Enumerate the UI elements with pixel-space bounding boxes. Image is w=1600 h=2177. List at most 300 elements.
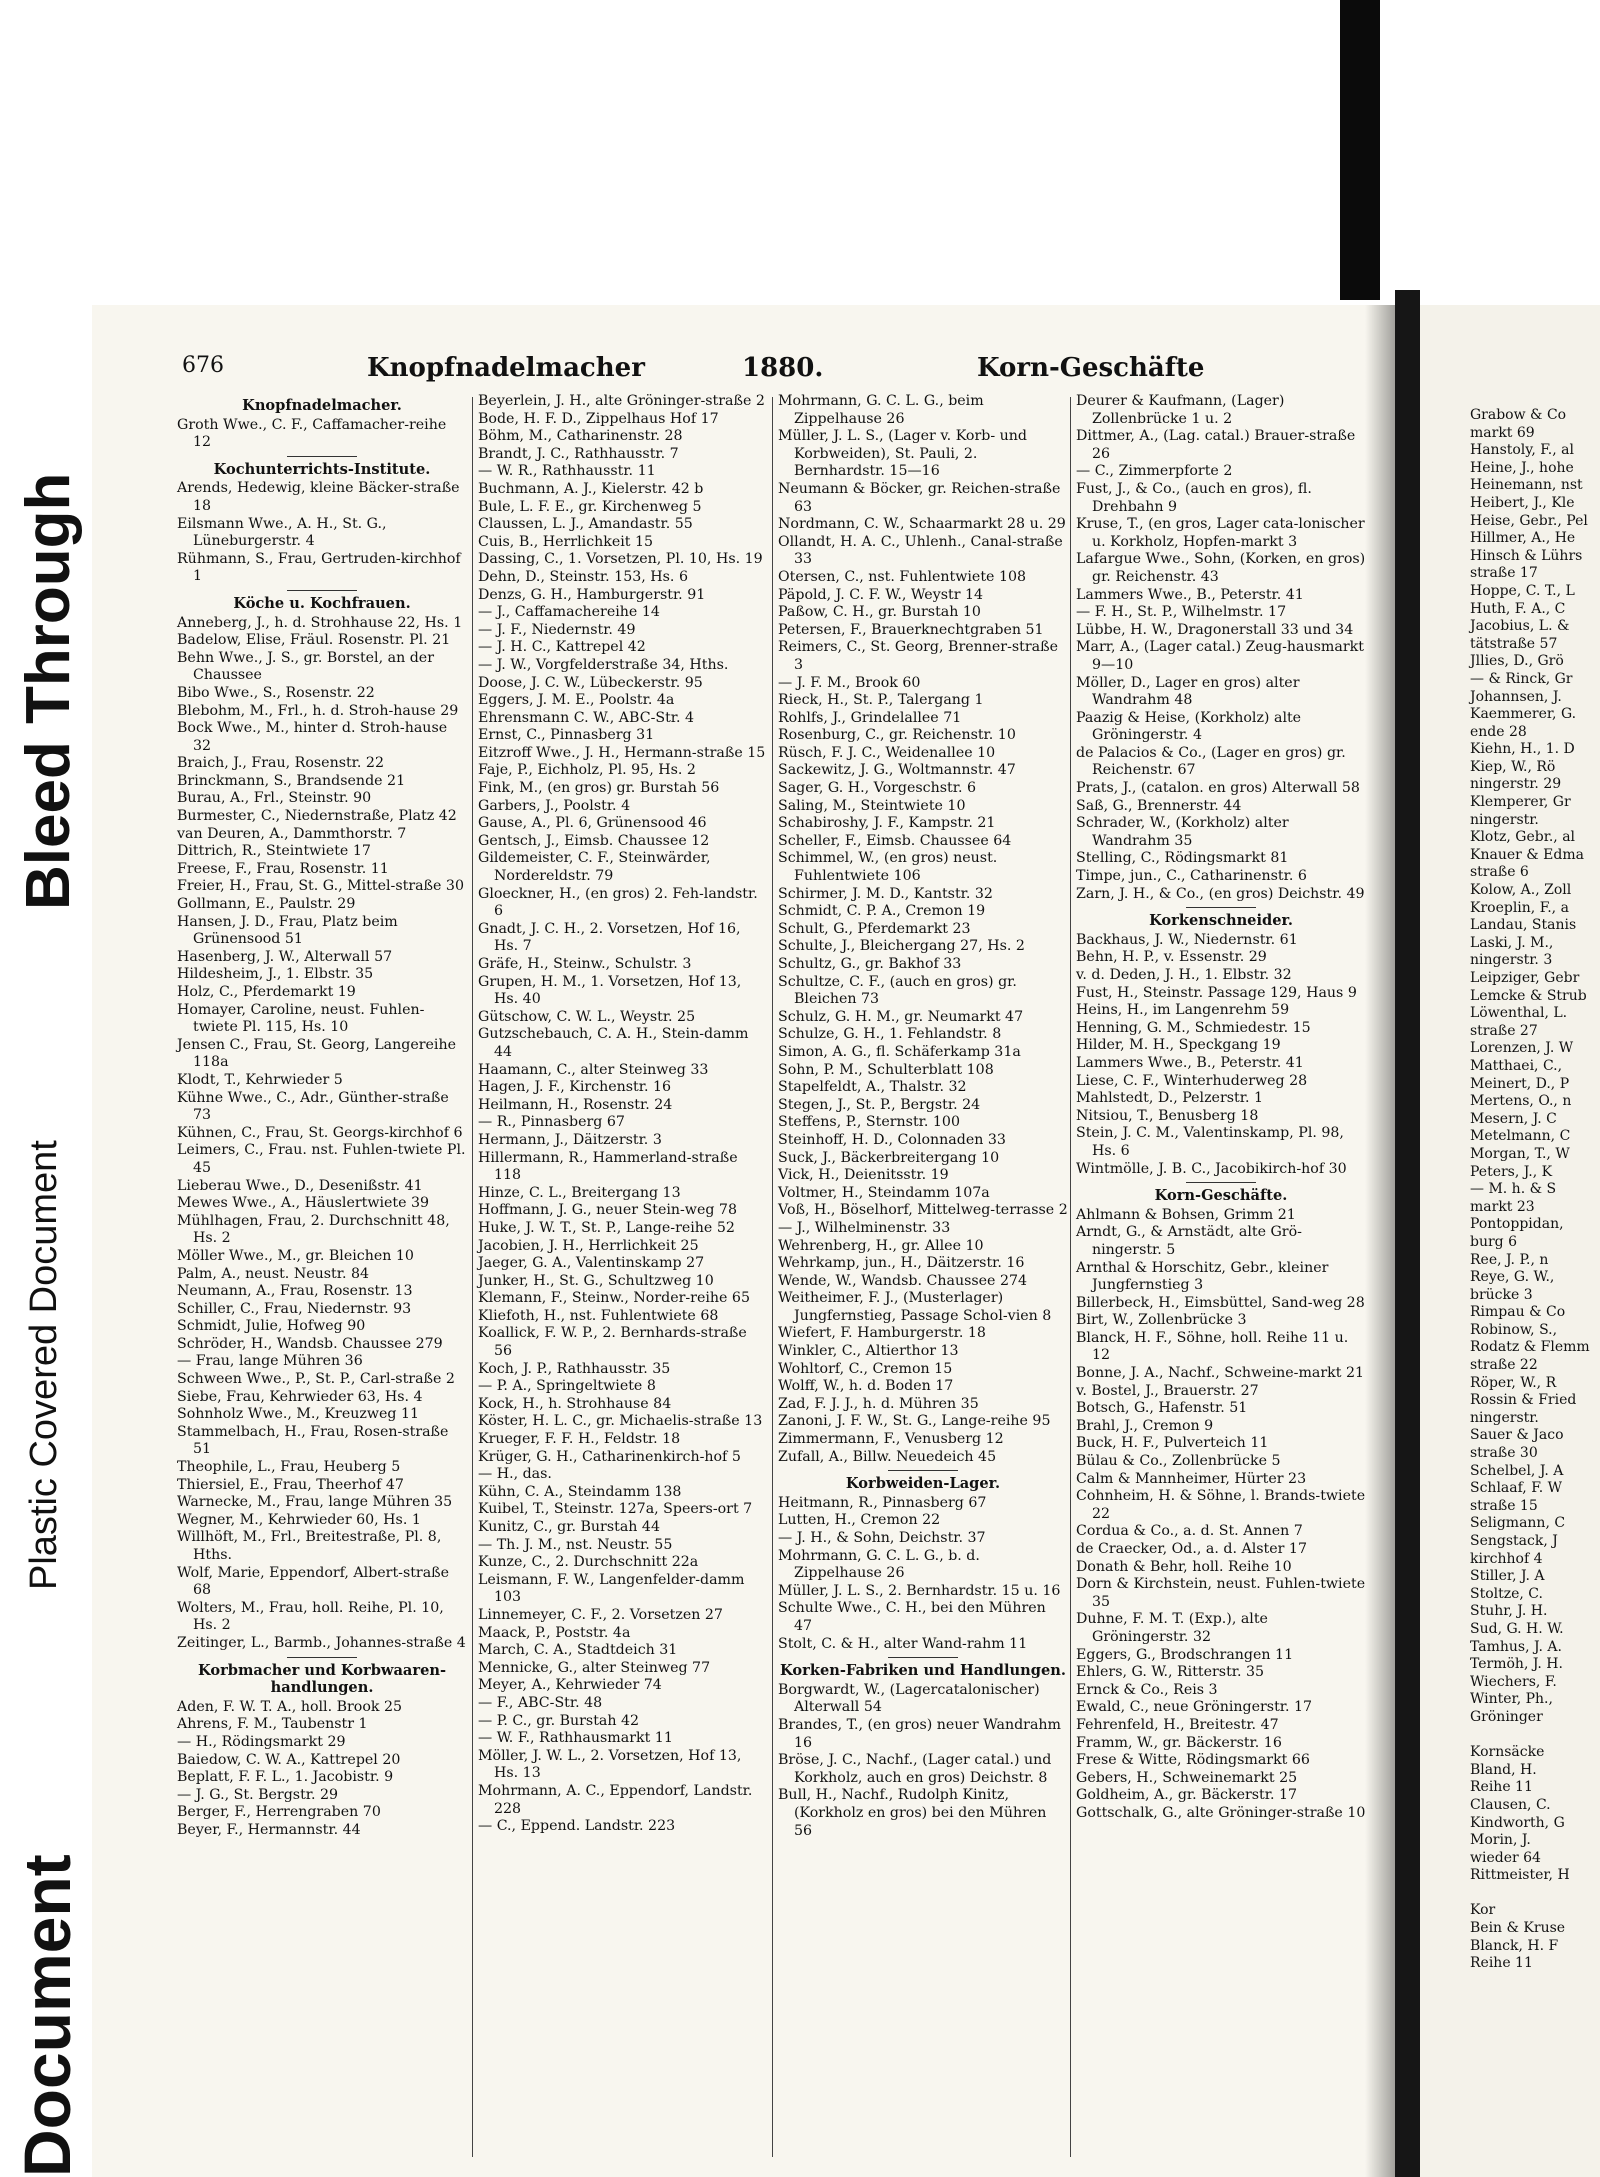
facing-page-line: Mesern, J. C — [1470, 1110, 1557, 1127]
directory-entry: Wende, W., Wandsb. Chaussee 274 — [778, 1272, 1028, 1289]
directory-entry: — J., Caffamachereihe 14 — [478, 604, 660, 621]
directory-entry: Hillermann, R., Hammerland-straße 118 — [478, 1149, 738, 1184]
directory-entry: Gütschow, C. W. L., Weystr. 25 — [478, 1008, 696, 1025]
directory-entry: Gildemeister, C. F., Steinwärder, Nordereldstr. 79 — [478, 850, 711, 885]
directory-entry: — J., Wilhelminenstr. 33 — [778, 1219, 951, 1236]
directory-entry: — J. G., St. Bergstr. 29 — [177, 1786, 339, 1803]
directory-entry: Zad, F. J. J., h. d. Mühren 35 — [778, 1395, 979, 1412]
facing-page-line: Tamhus, J. A. — [1470, 1638, 1562, 1655]
directory-entry: Schultze, C. F., (auch en gros) gr. Bleichen 73 — [778, 973, 1017, 1008]
section-heading: Knopfnadelmacher. — [242, 397, 402, 414]
directory-entry: Freese, F., Frau, Rosenstr. 11 — [177, 860, 389, 877]
directory-entry: Rohlfs, J., Grindelallee 71 — [778, 709, 962, 726]
facing-page-line: Kroeplin, F., a — [1470, 899, 1569, 916]
directory-entry: Sager, G. H., Vorgeschstr. 6 — [778, 780, 977, 797]
directory-entry: Gloeckner, H., (en gros) 2. Feh-landstr. 6 — [478, 885, 758, 920]
directory-entry: Freier, H., Frau, St. G., Mittel-straße 30 — [177, 878, 464, 895]
directory-entry: Huke, J. W. T., St. P., Lange-reihe 52 — [478, 1219, 735, 1236]
directory-entry: Stelling, C., Rödingsmarkt 81 — [1076, 850, 1289, 867]
facing-page-line: Morin, J. — [1470, 1832, 1531, 1849]
directory-entry: Paßow, C. H., gr. Burstah 10 — [778, 604, 981, 621]
directory-entry: Brandt, J. C., Rathhausstr. 7 — [478, 445, 679, 462]
facing-page-line: Rossin & Fried — [1470, 1392, 1577, 1409]
directory-column-3 — [778, 393, 1068, 1840]
facing-page-line: Meinert, D., P — [1470, 1075, 1570, 1092]
directory-entry: Otersen, C., nst. Fuhlentwiete 108 — [778, 568, 1027, 585]
directory-entry: Burau, A., Frl., Steinstr. 90 — [177, 790, 372, 807]
facing-page-line: ningerstr. 29 — [1470, 776, 1562, 793]
directory-entry: Burmester, C., Niedernstraße, Platz 42 — [177, 808, 457, 825]
directory-entry: Saling, M., Steintwiete 10 — [778, 797, 966, 814]
facing-page-line: markt 69 — [1470, 424, 1535, 441]
facing-page-line: Blanck, H. F — [1470, 1937, 1559, 1954]
directory-entry: Mahlstedt, D., Pelzerstr. 1 — [1076, 1090, 1263, 1107]
directory-entry: Schirmer, J. M. D., Kantstr. 32 — [778, 885, 993, 902]
directory-entry: — Frau, lange Mühren 36 — [177, 1353, 363, 1370]
directory-entry: Deurer & Kaufmann, (Lager) Zollenbrücke 1 u. 2 — [1076, 393, 1285, 427]
facing-page-line: Jacobius, L. & — [1470, 618, 1570, 635]
page-header — [92, 353, 1395, 393]
directory-entry: Fust, H., Steinstr. Passage 129, Haus 9 — [1076, 984, 1357, 1001]
facing-page-line: burg 6 — [1470, 1233, 1517, 1250]
directory-entry: Lutten, H., Cremon 22 — [778, 1512, 941, 1529]
directory-entry: Zufall, A., Billw. Neuedeich 45 — [778, 1448, 997, 1465]
directory-entry: Ahrens, F. M., Taubenstr 1 — [177, 1716, 368, 1733]
section-rule — [1186, 1182, 1256, 1183]
directory-entry: Beplatt, F. F. L., 1. Jacobistr. 9 — [177, 1769, 394, 1786]
directory-entry: Eilsmann Wwe., A. H., St. G., Lüneburgerstr. 4 — [177, 515, 387, 550]
directory-entry: March, C. A., Stadtdeich 31 — [478, 1642, 678, 1659]
directory-entry: Kruse, T., (en gros, Lager cata-lonischer u. Korkholz, Hopfen-markt 3 — [1076, 516, 1365, 550]
section-heading: Korbweiden-Lager. — [845, 1475, 1001, 1493]
directory-entry: Gottschalk, G., alte Gröninger-straße 10 — [1076, 1804, 1366, 1821]
directory-entry: Behn, H. P., v. Essenstr. 29 — [1076, 949, 1267, 966]
facing-page-line: Robinow, S., — [1470, 1321, 1558, 1338]
directory-entry: — J. F. M., Brook 60 — [778, 674, 921, 691]
facing-page-line: Klotz, Gebr., al — [1470, 829, 1576, 846]
facing-page-line — [1470, 1727, 1600, 1745]
directory-entry: Wohltorf, C., Cremon 15 — [778, 1360, 953, 1377]
directory-entry: Mohrmann, G. C. L. G., b. d. Zippelhause 26 — [778, 1547, 980, 1582]
directory-entry: Klemann, F., Steinw., Norder-reihe 65 — [478, 1290, 750, 1307]
directory-entry: Calm & Mannheimer, Hürter 23 — [1076, 1470, 1307, 1487]
section-heading: Köche u. Kochfrauen. — [233, 594, 411, 612]
directory-entry: Müller, J. L. S., (Lager v. Korb- und Korbweiden), St. Pauli, 2. Bernhardstr. 15—16 — [778, 428, 1027, 480]
directory-entry: Bule, L. F. E., gr. Kirchenweg 5 — [478, 498, 702, 515]
directory-entry: Stapelfeldt, A., Thalstr. 32 — [778, 1079, 967, 1096]
directory-entry: Gollmann, E., Paulstr. 29 — [177, 896, 356, 913]
directory-entry: Hasenberg, J. W., Alterwall 57 — [177, 948, 393, 965]
directory-entry: Hagen, J. F., Kirchenstr. 16 — [478, 1079, 672, 1096]
directory-entry: Schultz, G., gr. Bakhof 33 — [778, 956, 962, 972]
directory-entry: Eggers, G., Brodschrangen 11 — [1076, 1646, 1294, 1663]
directory-column-1 — [177, 393, 467, 1840]
facing-page-line: Stuhr, J. H. — [1470, 1603, 1548, 1620]
facing-page-fragment — [1420, 305, 1600, 2177]
directory-entry: Behn Wwe., J. S., gr. Borstel, an der Chaussee — [177, 649, 434, 684]
directory-entry: Blanck, H. F., Söhne, holl. Reihe 11 u. 12 — [1076, 1329, 1349, 1364]
directory-entry: Päpold, J. C. F. W., Weystr 14 — [778, 586, 984, 603]
directory-entry: Doose, J. C. W., Lübeckerstr. 95 — [478, 674, 703, 691]
directory-entry: Kock, H., h. Strohhause 84 — [478, 1395, 672, 1412]
directory-entry: Denzs, G. H., Hamburgerstr. 91 — [478, 586, 706, 603]
directory-entry: de Craecker, Od., a. d. Alster 17 — [1076, 1541, 1307, 1557]
directory-entry: Hoffmann, J. G., neuer Stein-weg 78 — [478, 1202, 737, 1219]
directory-entry: Jacobien, J. H., Herrlichkeit 25 — [478, 1237, 699, 1254]
directory-entry: Schröder, H., Wandsb. Chaussee 279 — [177, 1335, 443, 1352]
directory-entry: Arnthal & Horschitz, Gebr., kleiner Jungfernstieg 3 — [1076, 1259, 1329, 1294]
directory-entry: Sohnholz Wwe., M., Kreuzweg 11 — [177, 1406, 420, 1423]
directory-entry: Warnecke, M., Frau, lange Mühren 35 — [177, 1494, 453, 1511]
directory-entry: — W. F., Rathhausmarkt 11 — [478, 1730, 673, 1747]
directory-entry: Cuis, B., Herrlichkeit 15 — [478, 533, 654, 550]
section-rule — [287, 590, 357, 591]
directory-entry: Zanoni, J. F. W., St. G., Lange-reihe 95 — [778, 1413, 1051, 1430]
directory-entry: — J. F., Niedernstr. 49 — [478, 621, 636, 638]
directory-entry: Beyer, F., Hermannstr. 44 — [177, 1821, 361, 1838]
facing-page-line: Knauer & Edma — [1470, 846, 1584, 863]
directory-entry: Beyerlein, J. H., alte Gröninger-straße 2 — [478, 393, 765, 409]
directory-entry: Wolf, Marie, Eppendorf, Albert-straße 68 — [177, 1564, 450, 1599]
directory-entry: Buchmann, A. J., Kielerstr. 42 b — [478, 480, 704, 497]
directory-entry: Krüger, G. H., Catharinenkirch-hof 5 — [478, 1448, 741, 1465]
directory-entry: Klodt, T., Kehrwieder 5 — [177, 1071, 343, 1088]
directory-entry: de Palacios & Co., (Lager en gros) gr. Reichenstr. 67 — [1076, 744, 1346, 779]
directory-entry: Bonne, J. A., Nachf., Schweine-markt 21 — [1076, 1365, 1365, 1382]
section-rule — [287, 1657, 357, 1658]
facing-page-line: brücke 3 — [1470, 1286, 1533, 1303]
directory-entry: Möller, D., Lager en gros) alter Wandrahm 48 — [1076, 674, 1300, 709]
directory-entry: Gebers, H., Schweinemarkt 25 — [1076, 1769, 1298, 1786]
facing-page-line: Matthaei, C., — [1470, 1057, 1563, 1074]
section-rule — [287, 456, 357, 457]
header-left-title: Knopfnadelmacher — [367, 353, 645, 383]
directory-entry: Goldheim, A., gr. Bäckerstr. 17 — [1076, 1787, 1298, 1804]
directory-entry: Stein, J. C. M., Valentinskamp, Pl. 98, Hs. 6 — [1076, 1125, 1344, 1159]
backing-strip — [1340, 0, 1380, 300]
directory-entry: Linnemeyer, C. F., 2. Vorsetzen 27 — [478, 1606, 723, 1623]
header-year: 1880. — [742, 353, 824, 383]
directory-entry: Kühne Wwe., C., Adr., Günther-straße 73 — [177, 1089, 449, 1124]
directory-entry: Ernck & Co., Reis 3 — [1076, 1681, 1218, 1698]
facing-page-line: tätstraße 57 — [1470, 635, 1558, 652]
facing-page-line: Jllies, D., Grö — [1470, 653, 1564, 670]
directory-entry: Homayer, Caroline, neust. Fuhlen-twiete Pl. 115, Hs. 10 — [177, 1001, 425, 1036]
directory-entry: Wolters, M., Frau, holl. Reihe, Pl. 10, Hs. 2 — [177, 1599, 444, 1634]
facing-page-line: Kor — [1470, 1902, 1496, 1919]
directory-entry: Simon, A. G., fl. Schäferkamp 31a — [778, 1043, 1021, 1060]
directory-entry: Prats, J., (catalon. en gros) Alterwall 58 — [1076, 780, 1360, 797]
directory-entry: Brandes, T., (en gros) neuer Wandrahm 16 — [778, 1716, 1062, 1751]
directory-entry: Lammers Wwe., B., Peterstr. 41 — [1076, 1054, 1304, 1071]
directory-entry: Maack, P., Poststr. 4a — [478, 1624, 631, 1641]
directory-entry: Koch, J. P., Rathhausstr. 35 — [478, 1360, 671, 1377]
directory-entry: Lafargue Wwe., Sohn, (Korken, en gros) gr. Reichenstr. 43 — [1076, 551, 1366, 585]
directory-entry: — W. R., Rathhausstr. 11 — [478, 463, 656, 480]
directory-entry: Ehrensmann C. W., ABC-Str. 4 — [478, 709, 695, 726]
directory-entry: Schulte, J., Bleichergang 27, Hs. 2 — [778, 938, 1025, 955]
directory-entry: van Deuren, A., Dammthorstr. 7 — [177, 825, 407, 842]
directory-entry: Heilmann, H., Rosenstr. 24 — [478, 1096, 673, 1113]
directory-entry: Holz, C., Pferdemarkt 19 — [177, 984, 356, 1000]
facing-page-line: Löwenthal, L. — [1470, 1005, 1568, 1022]
directory-entry: Thiersiel, E., Frau, Theerhof 47 — [177, 1476, 404, 1493]
facing-page-line: Kaemmerer, G. — [1470, 706, 1577, 723]
facing-page-line: Lorenzen, J. W — [1470, 1040, 1574, 1057]
directory-entry: Heins, H., im Langenrehm 59 — [1076, 1002, 1290, 1019]
directory-entry: Jaeger, G. A., Valentinskamp 27 — [478, 1255, 705, 1272]
facing-page-line: ende 28 — [1470, 723, 1527, 740]
directory-entry: Steffens, P., Sternstr. 100 — [778, 1114, 960, 1131]
directory-entry: Lieberau Wwe., D., Desenißstr. 41 — [177, 1177, 423, 1194]
directory-entry: Cordua & Co., a. d. St. Annen 7 — [1076, 1523, 1303, 1540]
facing-page-line: Lemcke & Strub — [1470, 987, 1587, 1004]
facing-page-line: Hoppe, C. T., L — [1470, 582, 1575, 599]
directory-entry: Nordmann, C. W., Schaarmarkt 28 u. 29 — [778, 516, 1066, 533]
directory-entry: Steinhoff, H. D., Colonnaden 33 — [778, 1131, 1006, 1148]
facing-page-line: Schelbel, J. A — [1470, 1462, 1564, 1479]
directory-entry: — H., das. — [478, 1466, 552, 1483]
directory-entry: Schimmel, W., (en gros) neust. Fuhlentwiete 106 — [778, 850, 998, 885]
directory-entry: — C., Eppend. Landstr. 223 — [478, 1818, 676, 1835]
directory-entry: Siebe, Frau, Kehrwieder 63, Hs. 4 — [177, 1388, 423, 1405]
directory-entry: — H., Rödingsmarkt 29 — [177, 1733, 346, 1750]
directory-entry: Petersen, F., Brauerknechtgraben 51 — [778, 621, 1044, 638]
directory-entry: Lübbe, H. W., Dragonerstall 33 und 34 — [1076, 621, 1354, 638]
directory-entry: Duhne, F. M. T. (Exp.), alte Gröningerstr. 32 — [1076, 1611, 1268, 1645]
section-heading: Korken-Fabriken und Handlungen. — [780, 1662, 1066, 1680]
directory-entry: Jensen C., Frau, St. Georg, Langereihe 118a — [177, 1036, 457, 1071]
facing-page-line: wieder 64 — [1470, 1849, 1541, 1866]
label-card — [0, 0, 90, 2177]
facing-page-line: Kindworth, G — [1470, 1814, 1565, 1831]
directory-entry: Dorn & Kirchstein, neust. Fuhlen-twiete 35 — [1076, 1576, 1366, 1610]
directory-entry: Badelow, Elise, Fräul. Rosenstr. Pl. 21 — [177, 632, 451, 649]
facing-page-line: markt 23 — [1470, 1198, 1535, 1215]
directory-entry: Mohrmann, A. C., Eppendorf, Landstr. 228 — [478, 1782, 753, 1817]
directory-entry: Gräfe, H., Steinw., Schulstr. 3 — [478, 956, 692, 972]
facing-page-line: Röper, W., R — [1470, 1374, 1557, 1391]
section-heading: Kochunterrichts-Institute. — [213, 460, 431, 478]
directory-entry: v. d. Deden, J. H., 1. Elbstr. 32 — [1076, 967, 1292, 983]
directory-entry: — C., Zimmerpforte 2 — [1076, 463, 1233, 480]
facing-page-line: Schlaaf, F. W — [1470, 1480, 1563, 1497]
directory-entry: Bibo Wwe., S., Rosenstr. 22 — [177, 684, 375, 701]
directory-entry: Hansen, J. D., Frau, Platz beim Grünensood 51 — [177, 913, 398, 948]
directory-entry: Stegen, J., St. P., Bergstr. 24 — [778, 1096, 981, 1113]
facing-page-line: Landau, Stanis — [1470, 917, 1577, 934]
facing-page-line: Rimpau & Co — [1470, 1304, 1566, 1321]
directory-entry: Junker, H., St. G., Schultzweg 10 — [478, 1272, 714, 1289]
directory-entry: Wehrenberg, H., gr. Allee 10 — [778, 1237, 984, 1254]
facing-page-line: Clausen, C. — [1470, 1796, 1551, 1813]
directory-entry: Marr, A., (Lager catal.) Zeug-hausmarkt 9—10 — [1076, 639, 1364, 673]
directory-entry: Bröse, J. C., Nachf., (Lager catal.) und Korkholz, auch en gros) Deichstr. 8 — [778, 1752, 1052, 1786]
column-divider — [772, 397, 773, 2157]
directory-entry: — J. W., Vorgfelderstraße 34, Hths. — [478, 656, 729, 673]
label-plastic-covered: Plastic Covered Document — [23, 1140, 65, 1590]
facing-page-line: straße 6 — [1470, 864, 1529, 881]
directory-entry: Braich, J., Frau, Rosenstr. 22 — [177, 755, 384, 772]
facing-page-line: Johannsen, J. — [1470, 688, 1562, 705]
directory-entry: Faje, P., Eichholz, Pl. 95, Hs. 2 — [478, 762, 696, 779]
directory-entry: Haamann, C., alter Steinweg 33 — [478, 1061, 709, 1078]
label-document: Document — [10, 1854, 84, 2177]
directory-entry: Frese & Witte, Rödingsmarkt 66 — [1076, 1752, 1310, 1769]
directory-entry: Nitsiou, T., Benusberg 18 — [1076, 1107, 1259, 1124]
directory-entry: Voß, H., Böselhorf, Mittelweg-terrasse 2 — [778, 1202, 1068, 1219]
facing-page-line: Kiep, W., Rö — [1470, 758, 1556, 775]
directory-entry: Botsch, G., Hafenstr. 51 — [1076, 1400, 1248, 1417]
directory-entry: Schult, G., Pferdemarkt 23 — [778, 920, 971, 937]
directory-entry: Palm, A., neust. Neustr. 84 — [177, 1265, 370, 1282]
facing-page-line: Rittmeister, H — [1470, 1867, 1570, 1884]
directory-entry: Kunitz, C., gr. Burstah 44 — [478, 1519, 660, 1535]
directory-entry: Dassing, C., 1. Vorsetzen, Pl. 10, Hs. 19 — [478, 551, 763, 568]
directory-entry: Mohrmann, G. C. L. G., beim Zippelhause 26 — [778, 393, 984, 427]
directory-entry: Fink, M., (en gros) gr. Burstah 56 — [478, 780, 720, 797]
facing-page-line: Peters, J., K — [1470, 1163, 1553, 1180]
facing-page-line: Rodatz & Flemm — [1470, 1339, 1590, 1356]
directory-entry: Billerbeck, H., Eimsbüttel, Sand-weg 28 — [1076, 1294, 1365, 1311]
directory-entry: Schween Wwe., P., St. P., Carl-straße 2 — [177, 1371, 455, 1388]
directory-entry: Kuibel, T., Steinstr. 127a, Speers-ort 7 — [478, 1501, 753, 1518]
facing-page-line: Leipziger, Gebr — [1470, 970, 1580, 986]
directory-entry: Zarn, J. H., & Co., (en gros) Deichstr. 49 — [1076, 885, 1365, 902]
facing-page-line: Heine, J., hohe — [1470, 459, 1574, 476]
directory-entry: Schmidt, C. P. A., Cremon 19 — [778, 903, 986, 920]
directory-entry: Framm, W., gr. Bäckerstr. 16 — [1076, 1734, 1282, 1751]
facing-page-line: straße 17 — [1470, 565, 1538, 582]
directory-entry: Ahlmann & Bohsen, Grimm 21 — [1076, 1206, 1296, 1223]
directory-entry: Arndt, G., & Arnstädt, alte Grö-ningerstr. 5 — [1076, 1224, 1302, 1258]
section-heading: Korn-Geschäfte. — [1154, 1187, 1288, 1205]
directory-entry: Krueger, F. F. H., Feldstr. 18 — [478, 1431, 681, 1448]
directory-entry: Lammers Wwe., B., Peterstr. 41 — [1076, 586, 1304, 603]
section-rule — [888, 1470, 958, 1471]
directory-entry: Rühmann, S., Frau, Gertruden-kirchhof 1 — [177, 550, 461, 585]
directory-entry: Mennicke, G., alter Steinweg 77 — [478, 1659, 711, 1676]
directory-entry: Schmidt, Julie, Hofweg 90 — [177, 1318, 366, 1335]
directory-entry: Gutzschebauch, C. A. H., Stein-damm 44 — [478, 1026, 749, 1060]
label-bleed-through: Bleed Through — [14, 472, 83, 910]
facing-page-line: straße 27 — [1470, 1022, 1538, 1039]
facing-page-line: Bland, H. — [1470, 1761, 1537, 1778]
facing-page-line: Kiehn, H., 1. D — [1470, 741, 1575, 758]
facing-page-line: kirchhof 4 — [1470, 1550, 1543, 1567]
facing-page-line: Stoltze, C. — [1470, 1585, 1543, 1602]
directory-entry: Borgwardt, W., (Lagercatalonischer) Alterwall 54 — [778, 1681, 1040, 1716]
directory-entry: Dehn, D., Steinstr. 153, Hs. 6 — [478, 568, 688, 585]
facing-page-line: Hinsch & Lührs — [1470, 547, 1583, 564]
directory-entry: Weitheimer, F. J., (Musterlager) Jungfernstieg, Passage Schol-vien 8 — [778, 1290, 1052, 1324]
directory-entry: Möller Wwe., M., gr. Bleichen 10 — [177, 1247, 414, 1264]
directory-entry: Garbers, J., Poolstr. 4 — [478, 797, 631, 814]
directory-entry: Koallick, F. W. P., 2. Bernhards-straße 56 — [478, 1325, 747, 1360]
directory-entry: Buck, H. F., Pulverteich 11 — [1076, 1435, 1269, 1452]
facing-page-line: Termöh, J. H. — [1470, 1656, 1563, 1673]
column-divider — [1070, 397, 1071, 2157]
directory-entry: Müller, J. L. S., 2. Bernhardstr. 15 u. 16 — [778, 1582, 1061, 1599]
directory-entry: Mewes Wwe., A., Häuslertwiete 39 — [177, 1195, 430, 1212]
directory-entry: Paazig & Heise, (Korkholz) alte Gröningerstr. 4 — [1076, 709, 1302, 744]
directory-entry: Schulze, G. H., 1. Fehlandstr. 8 — [778, 1026, 1002, 1043]
directory-entry: Claussen, L. J., Amandastr. 55 — [478, 516, 693, 533]
facing-page-line: Huth, F. A., C — [1470, 600, 1566, 617]
directory-entry: — P. C., gr. Burstah 42 — [478, 1712, 640, 1729]
directory-entry: Fehrenfeld, H., Breitestr. 47 — [1076, 1716, 1279, 1733]
directory-entry: Heitmann, R., Pinnasberg 67 — [778, 1494, 987, 1511]
directory-entry: Hilder, M. H., Speckgang 19 — [1076, 1037, 1281, 1054]
directory-entry: Baiedow, C. W. A., Kattrepel 20 — [177, 1751, 401, 1768]
directory-entry: Wintmölle, J. B. C., Jacobikirch-hof 30 — [1076, 1160, 1347, 1177]
directory-entry: — Th. J. M., nst. Neustr. 55 — [478, 1536, 673, 1553]
directory-entry: Schrader, W., (Korkholz) alter Wandrahm 35 — [1076, 815, 1289, 849]
directory-entry: Ehlers, G. W., Ritterstr. 35 — [1076, 1664, 1265, 1681]
header-right-title: Korn-Geschäfte — [977, 353, 1205, 383]
directory-entry: Fust, J., & Co., (auch en gros), fl. Drehbahn 9 — [1076, 480, 1312, 515]
directory-entry: Wehrkamp, jun., H., Däitzerstr. 16 — [778, 1255, 1025, 1272]
directory-entry: Henning, G. M., Schmiedestr. 15 — [1076, 1019, 1311, 1036]
directory-entry: Vick, H., Deienitsstr. 19 — [778, 1167, 949, 1184]
directory-entry: Brahl, J., Cremon 9 — [1076, 1417, 1214, 1434]
facing-page-line: Gröninger — [1470, 1708, 1543, 1725]
facing-page-line: straße 22 — [1470, 1357, 1538, 1374]
directory-entry: Möller, J. W. L., 2. Vorsetzen, Hof 13, Hs. 13 — [478, 1747, 742, 1782]
directory-entry: Böhm, M., Catharinenstr. 28 — [478, 428, 683, 445]
directory-entry: Kühnen, C., Frau, St. Georgs-kirchhof 6 — [177, 1124, 463, 1141]
directory-entry: Stolt, C. & H., alter Wand-rahm 11 — [778, 1635, 1028, 1652]
facing-page-line: Reihe 11 — [1470, 1779, 1533, 1796]
column-divider — [472, 397, 473, 2157]
directory-entry: Wolff, W., h. d. Boden 17 — [778, 1378, 954, 1395]
facing-page-line: Grabow & Co — [1470, 407, 1567, 423]
section-rule — [888, 1657, 958, 1658]
facing-page-line: Kolow, A., Zoll — [1470, 882, 1572, 899]
facing-page-line: Hillmer, A., He — [1470, 530, 1576, 547]
facing-page-line: Sengstack, J — [1470, 1533, 1558, 1549]
directory-entry: Schulte Wwe., C. H., bei den Mühren 47 — [778, 1600, 1046, 1634]
directory-entry: Rieck, H., St. P., Talergang 1 — [778, 692, 984, 709]
facing-page-line: Reihe 11 — [1470, 1955, 1533, 1972]
facing-page-line: Klemperer, Gr — [1470, 794, 1571, 811]
directory-entry: — J. H. C., Kattrepel 42 — [478, 639, 646, 656]
directory-entry: v. Bostel, J., Brauerstr. 27 — [1076, 1382, 1259, 1399]
directory-column-2 — [478, 393, 768, 1836]
directory-entry: — F., ABC-Str. 48 — [478, 1694, 603, 1711]
facing-page-line: Metelmann, C — [1470, 1128, 1571, 1145]
directory-entry: Gause, A., Pl. 6, Grünensood 46 — [478, 815, 707, 832]
facing-page-line: Sauer & Jaco — [1470, 1427, 1564, 1444]
directory-entry: Dittrich, R., Steintwiete 17 — [177, 843, 371, 860]
directory-entry: Timpe, jun., C., Catharinenstr. 6 — [1076, 868, 1307, 885]
directory-entry: — P. A., Springeltwiete 8 — [478, 1378, 656, 1395]
directory-entry: Voltmer, H., Steindamm 107a — [778, 1184, 990, 1201]
directory-entry: Hermann, J., Däitzerstr. 3 — [478, 1131, 662, 1148]
directory-entry: Suck, J., Bäckerbreitergang 10 — [778, 1149, 1000, 1166]
book-gutter — [1395, 290, 1420, 2177]
directory-entry: Hinze, C. L., Breitergang 13 — [478, 1184, 681, 1201]
facing-page-line: straße 15 — [1470, 1497, 1538, 1514]
directory-entry: Eitzroff Wwe., J. H., Hermann-straße 15 — [478, 744, 766, 761]
facing-page-line: Heinemann, nst — [1470, 477, 1583, 494]
directory-entry: Sohn, P. M., Schulterblatt 108 — [778, 1061, 994, 1078]
facing-page-line: Reye, G. W., — [1470, 1269, 1555, 1286]
facing-page-line: ningerstr. — [1470, 1409, 1539, 1426]
directory-entry: — J. H., & Sohn, Deichstr. 37 — [778, 1530, 986, 1546]
facing-page-line: Seligmann, C — [1470, 1515, 1566, 1532]
directory-entry: Wegner, M., Kehrwieder 60, Hs. 1 — [177, 1511, 421, 1528]
